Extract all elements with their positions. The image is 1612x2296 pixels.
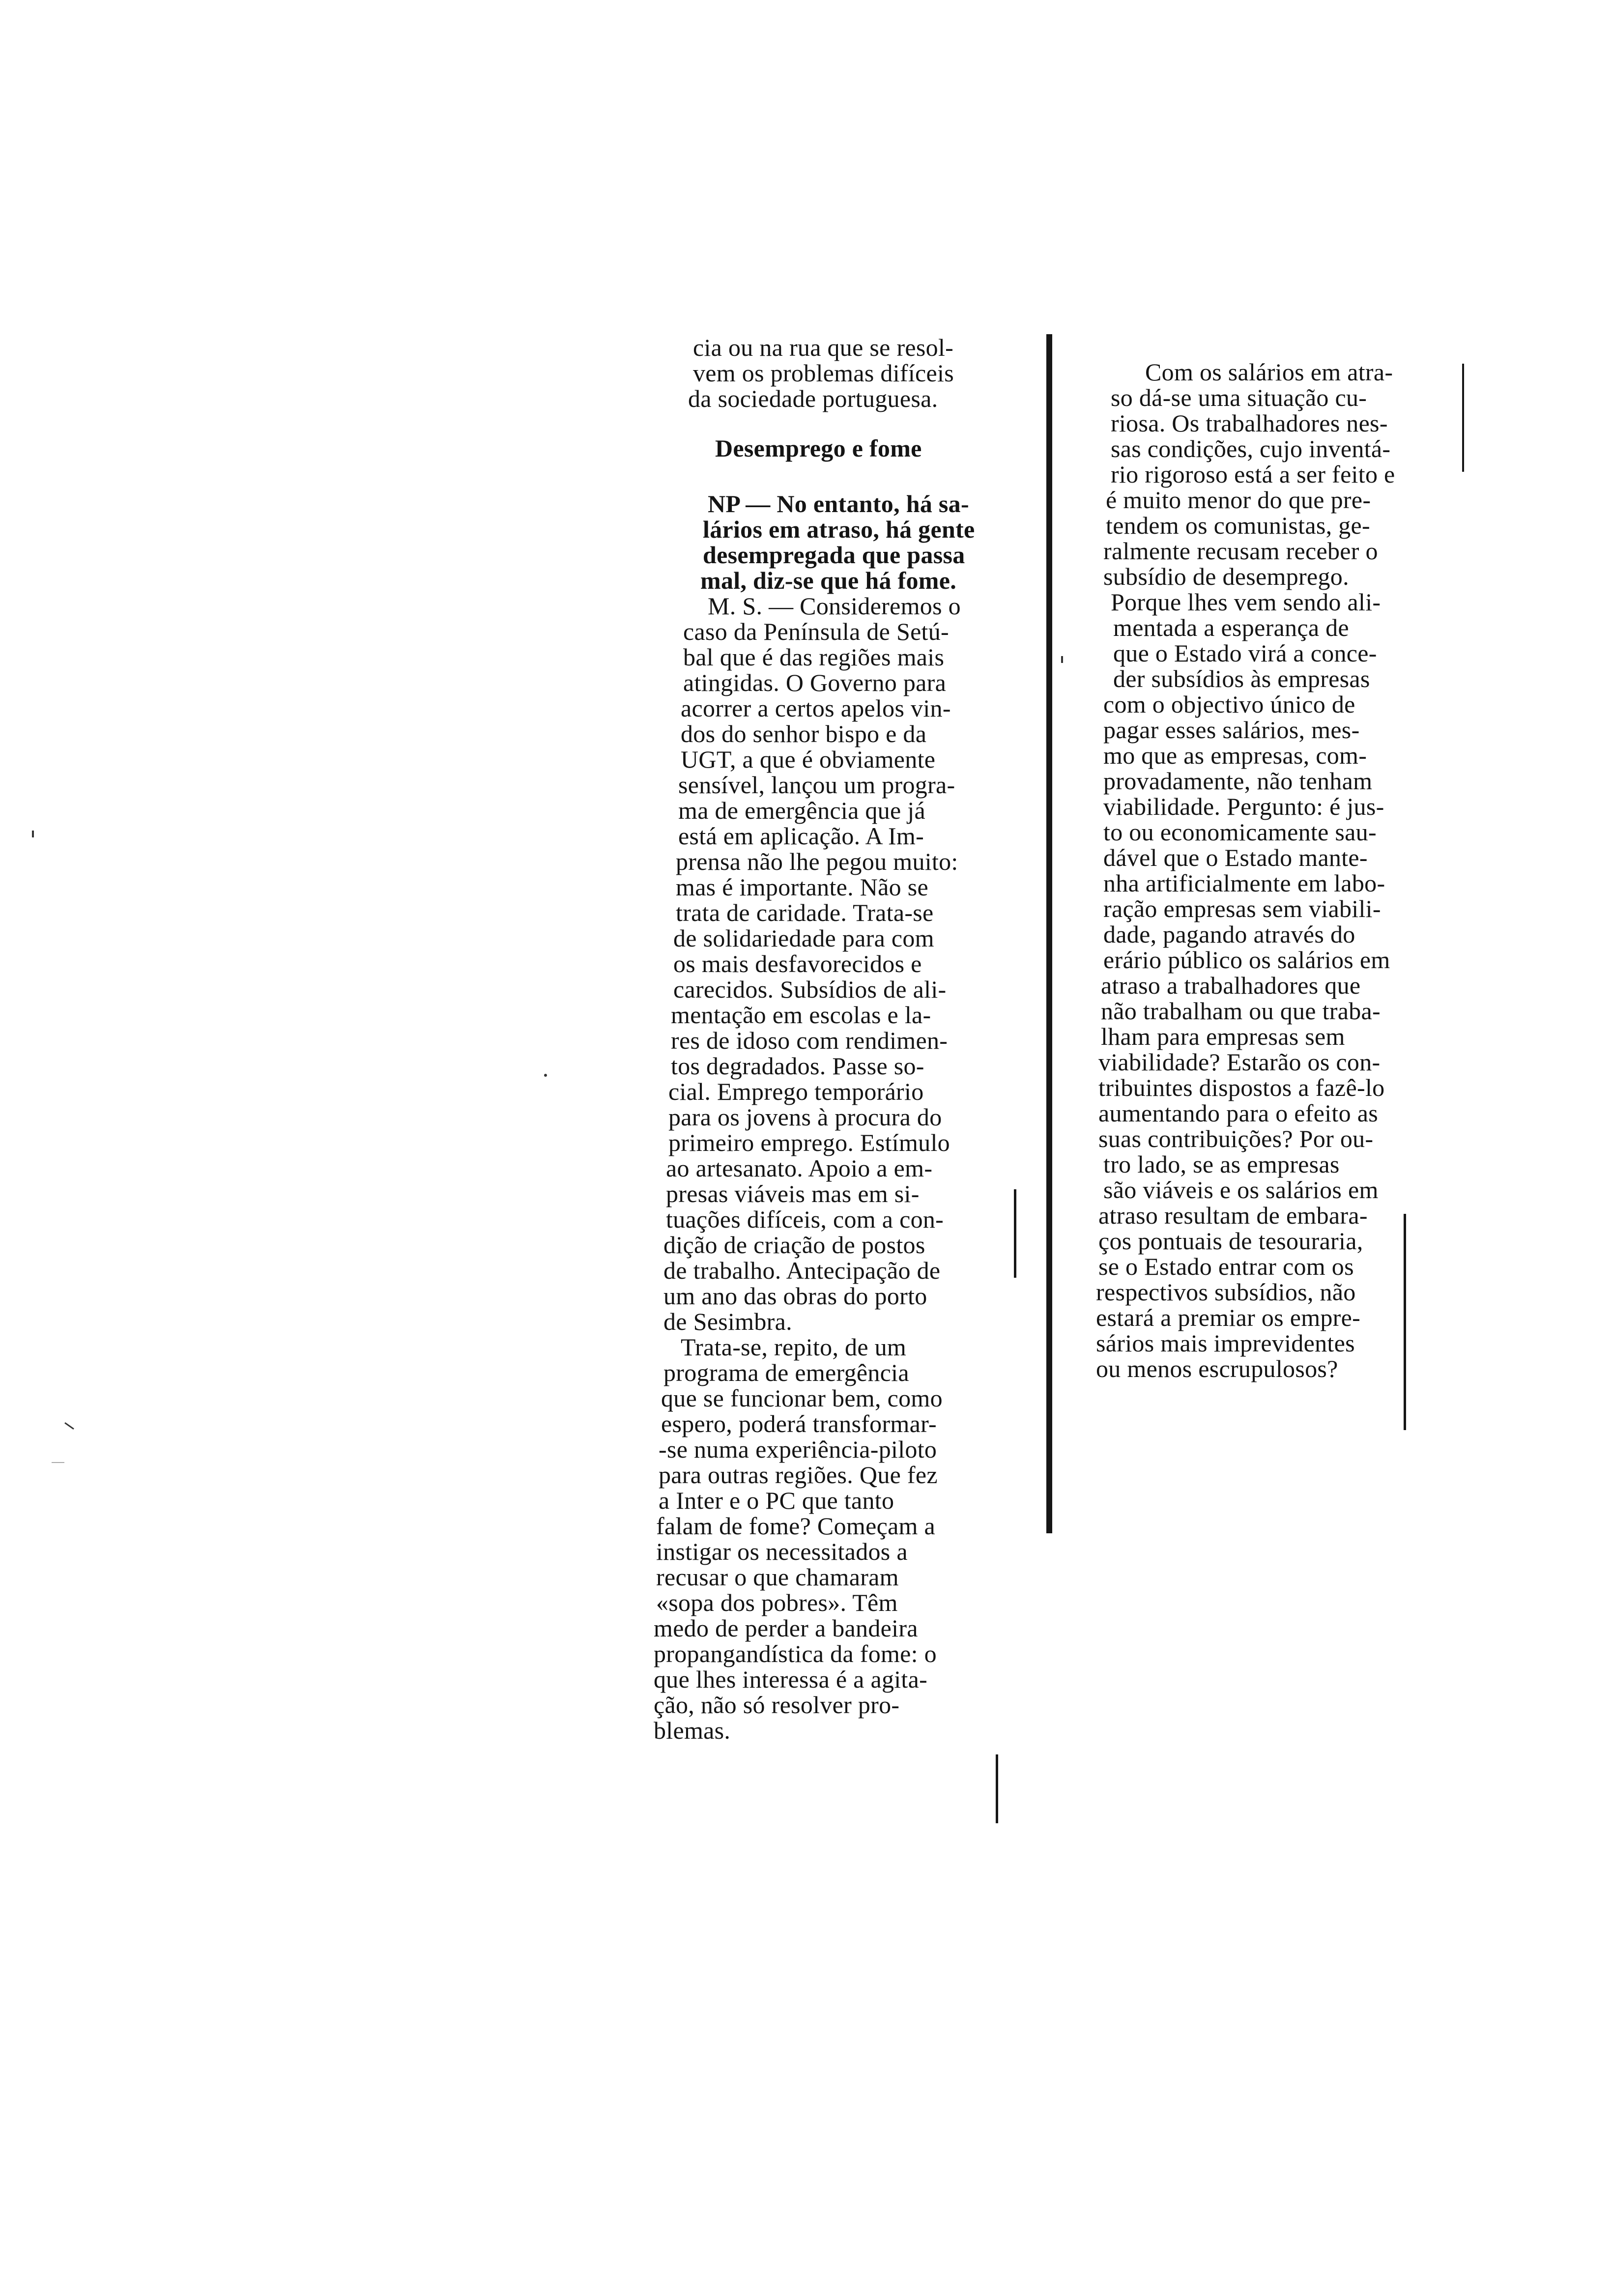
article-text-line: ralmente recusam receber o [1103,537,1378,565]
article-text-line: Trata-se, repito, de um [681,1333,907,1361]
article-text-line: caso da Península de Setú- [683,618,950,645]
article-text-line: viabilidade? Estarão os con- [1098,1048,1381,1076]
article-text-line: de trabalho. Antecipação de [663,1257,941,1284]
article-text-line: medo de perder a bandeira [654,1614,918,1642]
article-text-line: primeiro emprego. Estímulo [668,1129,950,1156]
article-text-line: -se numa experiência-piloto [659,1435,937,1463]
column-divider-rule [1046,334,1052,1533]
article-text-line: vem os problemas difíceis [693,359,954,387]
article-text-line: mas é importante. Não se [676,873,928,901]
article-text-line: suas contribuições? Por ou- [1098,1125,1374,1152]
article-text-line: ços pontuais de tesouraria, [1098,1227,1363,1255]
article-text-line: riosa. Os trabalhadores nes- [1111,409,1388,437]
article-text-line: atraso resultam de embara- [1098,1202,1368,1229]
scan-speck [1061,656,1063,663]
section-heading: Desemprego e fome [715,434,922,462]
article-text-line: trata de caridade. Trata-se [676,899,934,926]
article-text-line: rio rigoroso está a ser feito e [1111,460,1395,488]
article-text-line: para os jovens à procura do [668,1103,942,1131]
article-text-line: subsídio de desemprego. [1103,563,1349,590]
scan-speck [52,1462,64,1463]
article-text-line: tuações difíceis, com a con- [666,1205,944,1233]
article-text-line: com o objectivo único de [1103,690,1355,718]
article-text-line: sensível, lançou um progra- [678,771,955,799]
article-text-line: que lhes interessa é a agita- [654,1665,928,1693]
right-column-edge-rule-lower [1404,1214,1406,1430]
article-text-line: mo que as empresas, com- [1103,742,1367,769]
article-text-line: to ou economicamente sau- [1103,818,1377,846]
article-text-line: M. S. — Consideremos o [708,592,961,620]
article-text-line: que se funcionar bem, como [661,1384,943,1412]
article-text-line: lham para empresas sem [1101,1023,1345,1050]
article-text-line: bal que é das regiões mais [683,643,945,671]
article-text-line: presas viáveis mas em si- [666,1180,920,1207]
article-text-line: não trabalham ou que traba- [1101,997,1381,1025]
article-text-line: NP — No entanto, há sa- [708,490,969,517]
article-text-line: erário público os salários em [1103,946,1390,974]
article-left-column [654,334,1012,1823]
article-right-column [1057,359,1415,1455]
article-text-line: de solidariedade para com [673,924,934,952]
article-text-line: os mais desfavorecidos e [673,950,922,977]
article-text-line: dição de criação de postos [663,1231,925,1259]
article-text-line: provadamente, não tenham [1103,767,1373,795]
article-text-line: ção, não só resolver pro- [654,1691,900,1719]
article-text-line: ma de emergência que já [678,797,925,824]
article-text-line: Com os salários em atra- [1145,358,1393,386]
article-text-line: res de idoso com rendimen- [671,1027,948,1054]
article-text-line: acorrer a certos apelos vin- [681,694,951,722]
article-text-line: UGT, a que é obviamente [681,746,936,773]
article-text-line: tendem os comunistas, ge- [1106,512,1370,539]
article-text-line: da sociedade portuguesa. [688,385,938,412]
article-text-line: tribuintes dispostos a fazê-lo [1098,1074,1385,1101]
article-text-line: é muito menor do que pre- [1106,486,1371,514]
article-text-line: blemas. [654,1717,731,1744]
article-text-line: ou menos escrupulosos? [1096,1355,1338,1382]
article-text-line: instigar os necessitados a [656,1538,908,1565]
article-text-line: ração empresas sem viabili- [1103,895,1381,922]
article-text-line: prensa não lhe pegou muito: [676,848,958,875]
scan-speck [544,1074,547,1077]
article-text-line: cial. Emprego temporário [668,1078,924,1105]
article-text-line: so dá-se uma situação cu- [1111,384,1367,411]
article-text-line: programa de emergência [663,1359,909,1386]
article-text-line: Porque lhes vem sendo ali- [1111,588,1381,616]
article-text-line: respectivos subsídios, não [1096,1278,1356,1306]
article-text-line: aumentando para o efeito as [1098,1099,1378,1127]
article-text-line: viabilidade. Pergunto: é jus- [1103,793,1384,820]
scan-speck [64,1422,74,1430]
article-text-line: dável que o Estado mante- [1103,844,1368,871]
article-text-line: falam de fome? Começam a [656,1512,936,1540]
article-text-line: atraso a trabalhadores que [1101,972,1361,999]
article-text-line: ao artesanato. Apoio a em- [666,1154,933,1182]
article-text-line: tro lado, se as empresas [1103,1150,1340,1178]
article-text-line: dos do senhor bispo e da [681,720,927,747]
article-text-line: se o Estado entrar com os [1098,1253,1354,1280]
article-text-line: lários em atraso, há gente [703,516,975,543]
article-text-line: espero, poderá transformar- [661,1410,937,1437]
article-text-line: que o Estado virá a conce- [1113,639,1377,667]
article-text-line: recusar o que chamaram [656,1563,899,1591]
article-text-line: nha artificialmente em labo- [1103,869,1385,897]
article-text-line: «sopa dos pobres». Têm [656,1589,898,1616]
article-text-line: estará a premiar os empre- [1096,1304,1361,1331]
article-text-line: tos degradados. Passe so- [671,1052,924,1080]
article-text-line: mal, diz-se que há fome. [700,567,957,594]
article-text-line: a Inter e o PC que tanto [659,1487,894,1514]
article-text-line: mentação em escolas e la- [671,1001,931,1029]
article-text-line: um ano das obras do porto [663,1282,927,1310]
article-text-line: sas condições, cujo inventá- [1111,435,1391,462]
article-text-line: der subsídios às empresas [1113,665,1370,692]
left-column-bottom-edge-rule [996,1754,998,1823]
article-text-line: pagar esses salários, mes- [1103,716,1360,744]
article-text-line: atingidas. O Governo para [683,669,947,696]
article-text-line: propangandística da fome: o [654,1640,937,1667]
article-text-line: cia ou na rua que se resol- [693,334,954,361]
article-text-line: são viáveis e os salários em [1103,1176,1379,1204]
article-text-line: de Sesimbra. [663,1308,792,1335]
right-column-edge-rule [1462,364,1464,472]
scan-speck [32,831,34,837]
article-text-line: mentada a esperança de [1113,614,1349,641]
left-column-edge-rule [1014,1189,1016,1278]
article-text-line: carecidos. Subsídios de ali- [673,976,947,1003]
article-text-line: sários mais imprevidentes [1096,1329,1355,1357]
article-text-line: para outras regiões. Que fez [659,1461,938,1489]
article-text-line: dade, pagando através do [1103,920,1355,948]
article-text-line: desempregada que passa [703,541,965,569]
article-text-line: está em aplicação. A Im- [678,822,924,850]
